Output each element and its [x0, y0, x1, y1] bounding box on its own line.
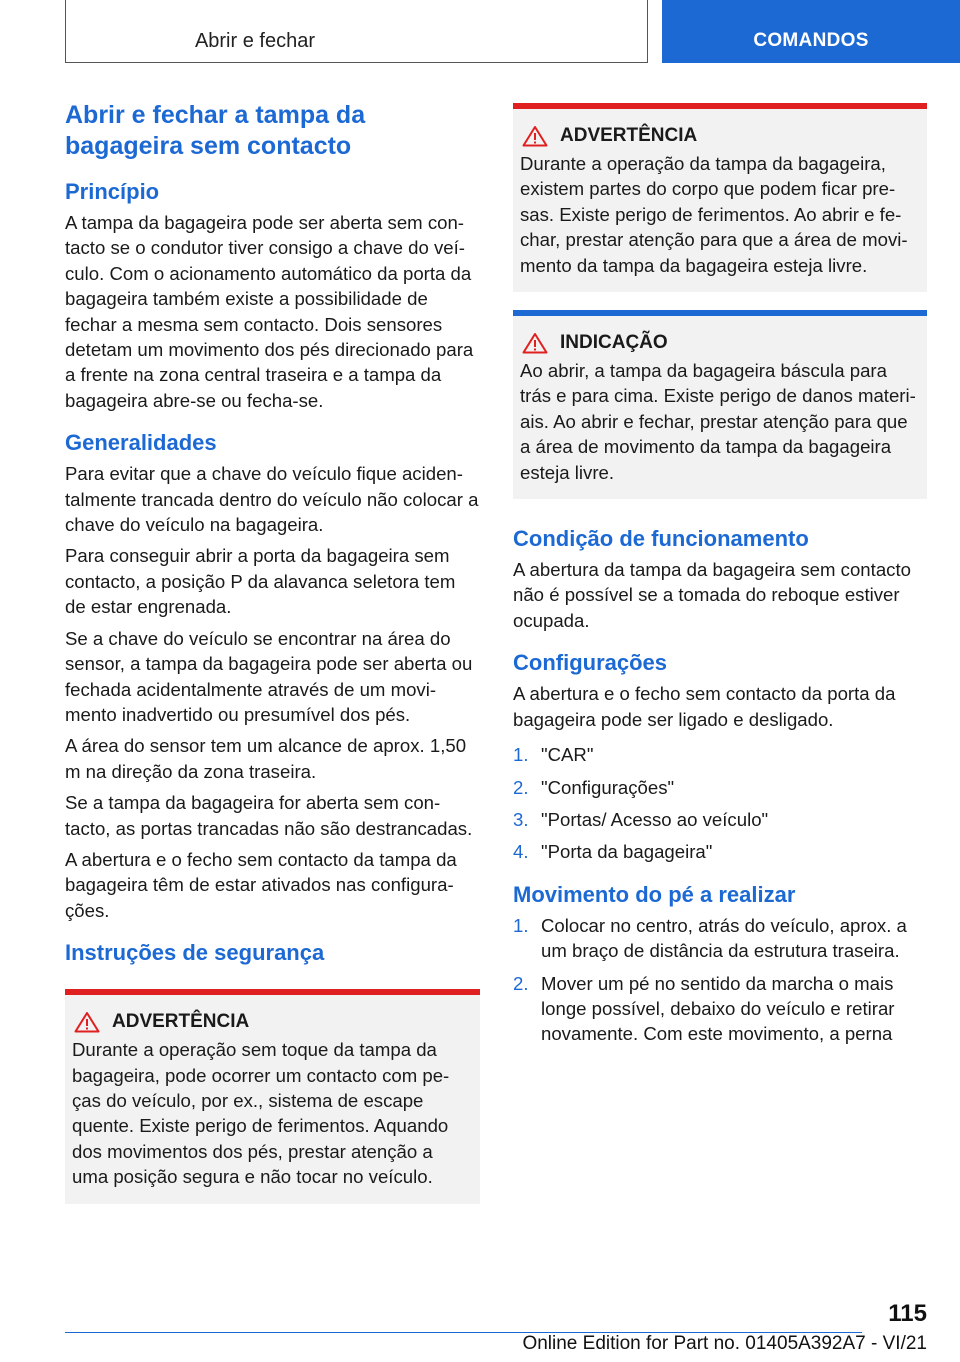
warning-text: Durante a operação da tampa da bagageira, existem partes do corpo que podem ficar pre-sas. Existe perigo de ferimentos. Ao abrir e fe-char, prestar atenção para que a área de movi-mento da tampa da bagageira esteja livre. — [520, 153, 908, 276]
general-paragraph: A área do sensor tem um alcance de aprox. 1,50 m na direção da zona traseira. — [65, 735, 467, 782]
list-item — [513, 913, 927, 964]
notice-label: INDICAÇÃO — [560, 332, 668, 354]
step-text: "CAR" — [541, 744, 594, 766]
warning-triangle-icon — [522, 125, 548, 147]
header-section-box — [65, 0, 648, 63]
settings-section — [513, 649, 927, 864]
general-paragraph: A abertura e o fecho sem contacto da tampa da bagageira têm de estar ativados nas configura-ções. — [65, 848, 457, 921]
settings-steps-list — [513, 742, 927, 865]
body-warning-box — [513, 103, 927, 292]
list-item — [513, 807, 927, 832]
step-number: 2. — [513, 776, 529, 798]
right-column — [513, 103, 927, 1063]
notice-box — [513, 310, 927, 499]
step-number: 1. — [513, 744, 529, 766]
step-text: Mover um pé no sentido da marcha o mais longe possível, debaixo do veículo e retirar novamente. Com este movimento, a perna — [541, 972, 895, 1045]
page-title: Abrir e fechar a tampa da bagageira sem contacto — [65, 101, 366, 160]
general-paragraph: Se a chave do veículo se encontrar na área do sensor, a tampa da bagageira pode ser aberta ou fechada acidentalmente através de um movi-mento inadvertido ou presumível dos pés. — [65, 627, 473, 725]
general-paragraph: Se a tampa da bagageira for aberta sem con-tacto, as portas trancadas não são destrancadas. — [65, 792, 473, 839]
settings-heading: Configurações — [513, 650, 668, 676]
warning-triangle-icon — [74, 1011, 100, 1033]
step-number: 2. — [513, 972, 529, 994]
step-text: "Porta da bagageira" — [541, 841, 713, 863]
step-number: 1. — [513, 914, 529, 936]
condition-text: A abertura da tampa da bagageira sem contacto não é possível se a tomada do reboque estiver ocupada. — [513, 559, 911, 631]
principle-text: A tampa da bagageira pode ser aberta sem con-tacto se o condutor tiver consigo a chave do veí-culo. Com o acionamento automático da porta da bagageira também existe a possibilidade de fechar a mesma sem contacto. Dois sensores detetam um movimento dos pés direcionado para a frente na zona central traseira e a tampa da bagageira abre-se ou fecha-se. — [65, 212, 474, 411]
list-item — [513, 775, 927, 800]
settings-text: A abertura e o fecho sem contacto da porta da bagageira pode ser ligado e desligado. — [513, 683, 896, 730]
principle-heading: Princípio — [65, 179, 160, 204]
warning-triangle-icon — [522, 332, 548, 354]
general-paragraph: Para conseguir abrir a porta da bagageira sem contacto, a posição P da alavanca seletora tem de estar engrenada. — [65, 545, 456, 618]
warning-label: ADVERTÊNCIA — [560, 125, 698, 146]
header-section-title: Abrir e fechar — [194, 30, 315, 52]
general-paragraph: Para evitar que a chave do veículo fique aciden-talmente trancada dentro do veículo não colocar a chave do veículo na bagageira. — [65, 463, 479, 536]
header-chapter-tab: COMANDOS — [662, 0, 960, 63]
condition-heading: Condição de funcionamento — [513, 526, 809, 552]
safety-section — [65, 939, 480, 1203]
step-text: Colocar no centro, atrás do veículo, aprox. a um braço de distância da estrutura traseira. — [541, 914, 907, 962]
notice-box-title — [520, 332, 919, 354]
condition-section — [513, 525, 927, 633]
page-number: 115 — [888, 1300, 927, 1327]
list-item — [513, 742, 927, 767]
notice-text: Ao abrir, a tampa da bagageira báscula para trás e para cima. Existe perigo de danos materi-ais. Ao abrir e fechar, prestar atenção para que a área de movimento da tampa da bagageira esteja livre. — [520, 360, 916, 483]
left-column — [65, 100, 480, 1222]
warning-box-title — [520, 125, 919, 147]
principle-section — [65, 178, 480, 413]
movement-section — [513, 881, 927, 1047]
movement-steps-list — [513, 913, 927, 1047]
warning-label: ADVERTÊNCIA — [112, 1011, 250, 1033]
edition-footer: Online Edition for Part no. 01405A392A7 - VI/21 — [522, 1333, 927, 1354]
movement-heading: Movimento do pé a realizar — [513, 881, 796, 907]
list-item — [513, 971, 927, 1047]
safety-warning-box — [65, 989, 480, 1203]
safety-heading: Instruções de segurança — [65, 940, 325, 966]
step-number: 4. — [513, 841, 529, 863]
step-text: "Portas/ Acesso ao veículo" — [541, 808, 769, 830]
step-text: "Configurações" — [541, 776, 675, 798]
general-section — [65, 429, 480, 923]
list-item — [513, 839, 927, 864]
step-number: 3. — [513, 808, 529, 830]
general-heading: Generalidades — [65, 430, 217, 456]
warning-text: Durante a operação sem toque da tampa da bagageira, pode ocorrer um contacto com pe-ças do veículo, por ex., sistema de escape quente. Existe perigo de ferimentos. Aquando dos movimentos dos pés, prestar atenção a uma posição segura e não tocar no veículo. — [72, 1039, 450, 1188]
warning-box-title — [72, 1011, 472, 1033]
